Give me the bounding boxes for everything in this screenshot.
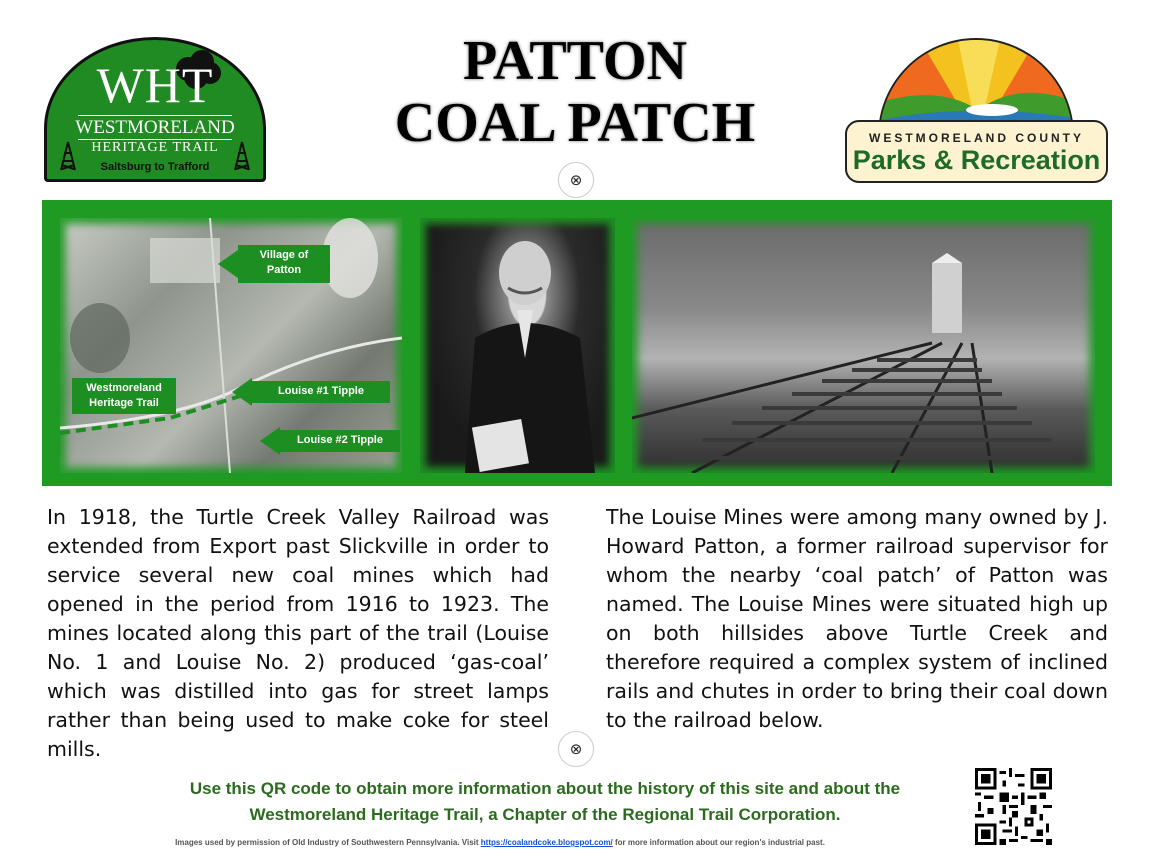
- wht-letters: WHT: [96, 57, 214, 113]
- close-circle-icon[interactable]: ⊗: [558, 731, 594, 767]
- page-title: [350, 30, 800, 154]
- qr-code-icon[interactable]: [975, 768, 1052, 845]
- portrait-figure: [420, 218, 615, 473]
- parks-recreation-logo: [845, 38, 1108, 183]
- image-credit: [60, 838, 940, 847]
- history-paragraph-right: The Louise Mines were among many owned by J. Howard Patton, a former railroad supervisor for whom the nearby ‘coal patch’ of Patton was named. The Louise Mines were situated high up on both hillsides above Turtle Creek and therefore required a complex system of inclined rails and chutes in order to bring their coal down to the railroad below.: [606, 505, 1108, 732]
- photo-band: [42, 200, 1112, 486]
- callout-village: [238, 245, 330, 283]
- credit-text-end: for more information about our region's industrial past.: [612, 838, 825, 847]
- tracks-scene: [632, 218, 1095, 473]
- title-line-1: PATTON: [462, 30, 688, 92]
- wht-divider: [78, 115, 232, 116]
- callout-village-label: Village of Patton: [259, 249, 309, 276]
- wht-name: WESTMORELAND: [75, 117, 235, 138]
- qr-note: [135, 776, 955, 828]
- blog-link[interactable]: https://coalandcoke.blogspot.com/: [480, 838, 613, 847]
- callout-tipple-2: [280, 430, 400, 452]
- callout-tipple-1: [252, 381, 390, 403]
- patton-portrait-photo: [420, 218, 615, 473]
- wht-subtitle: HERITAGE TRAIL: [91, 140, 219, 155]
- callout-trail: [72, 378, 176, 414]
- wht-logo: [44, 37, 266, 182]
- history-paragraph-left: In 1918, the Turtle Creek Valley Railroad was extended from Export past Slickville in order to service several new coal mines which had opened in the period from 1916 to 1923. The mines located along this part of the trail (Louise No. 1 and Louise No. 2) produced ‘gas-coal’ which was distilled into gas for street lamps rather than being used to make coke for steel mills.: [47, 505, 549, 761]
- parks-county: WESTMORELAND COUNTY: [869, 131, 1084, 145]
- close-circle-icon[interactable]: ⊗: [558, 162, 594, 198]
- callout-tipple-1-label: Louise #1 Tipple: [278, 385, 364, 397]
- callout-trail-label: Westmoreland Heritage Trail: [86, 382, 162, 409]
- title-line-2: COAL PATCH: [394, 92, 756, 154]
- wht-tagline: Saltsburg to Trafford: [100, 161, 210, 173]
- derrick-icon: [232, 141, 252, 171]
- callout-tipple-2-label: Louise #2 Tipple: [297, 434, 383, 446]
- arrow-icon: [232, 378, 252, 406]
- aerial-map-photo: [60, 218, 402, 473]
- credit-text: Images used by permission of Old Industry of Southwestern Pennsylvania. Visit: [175, 838, 481, 847]
- qr-note-line-2: Westmoreland Heritage Trail, a Chapter of the Regional Trail Corporation.: [249, 805, 841, 824]
- arrow-icon: [260, 427, 280, 455]
- railroad-tracks-photo: [632, 218, 1095, 473]
- arrow-icon: [218, 250, 238, 278]
- derrick-icon: [58, 141, 78, 171]
- parks-name: Parks & Recreation: [852, 145, 1101, 175]
- qr-note-line-1: Use this QR code to obtain more information about the history of this site and about the: [189, 779, 901, 798]
